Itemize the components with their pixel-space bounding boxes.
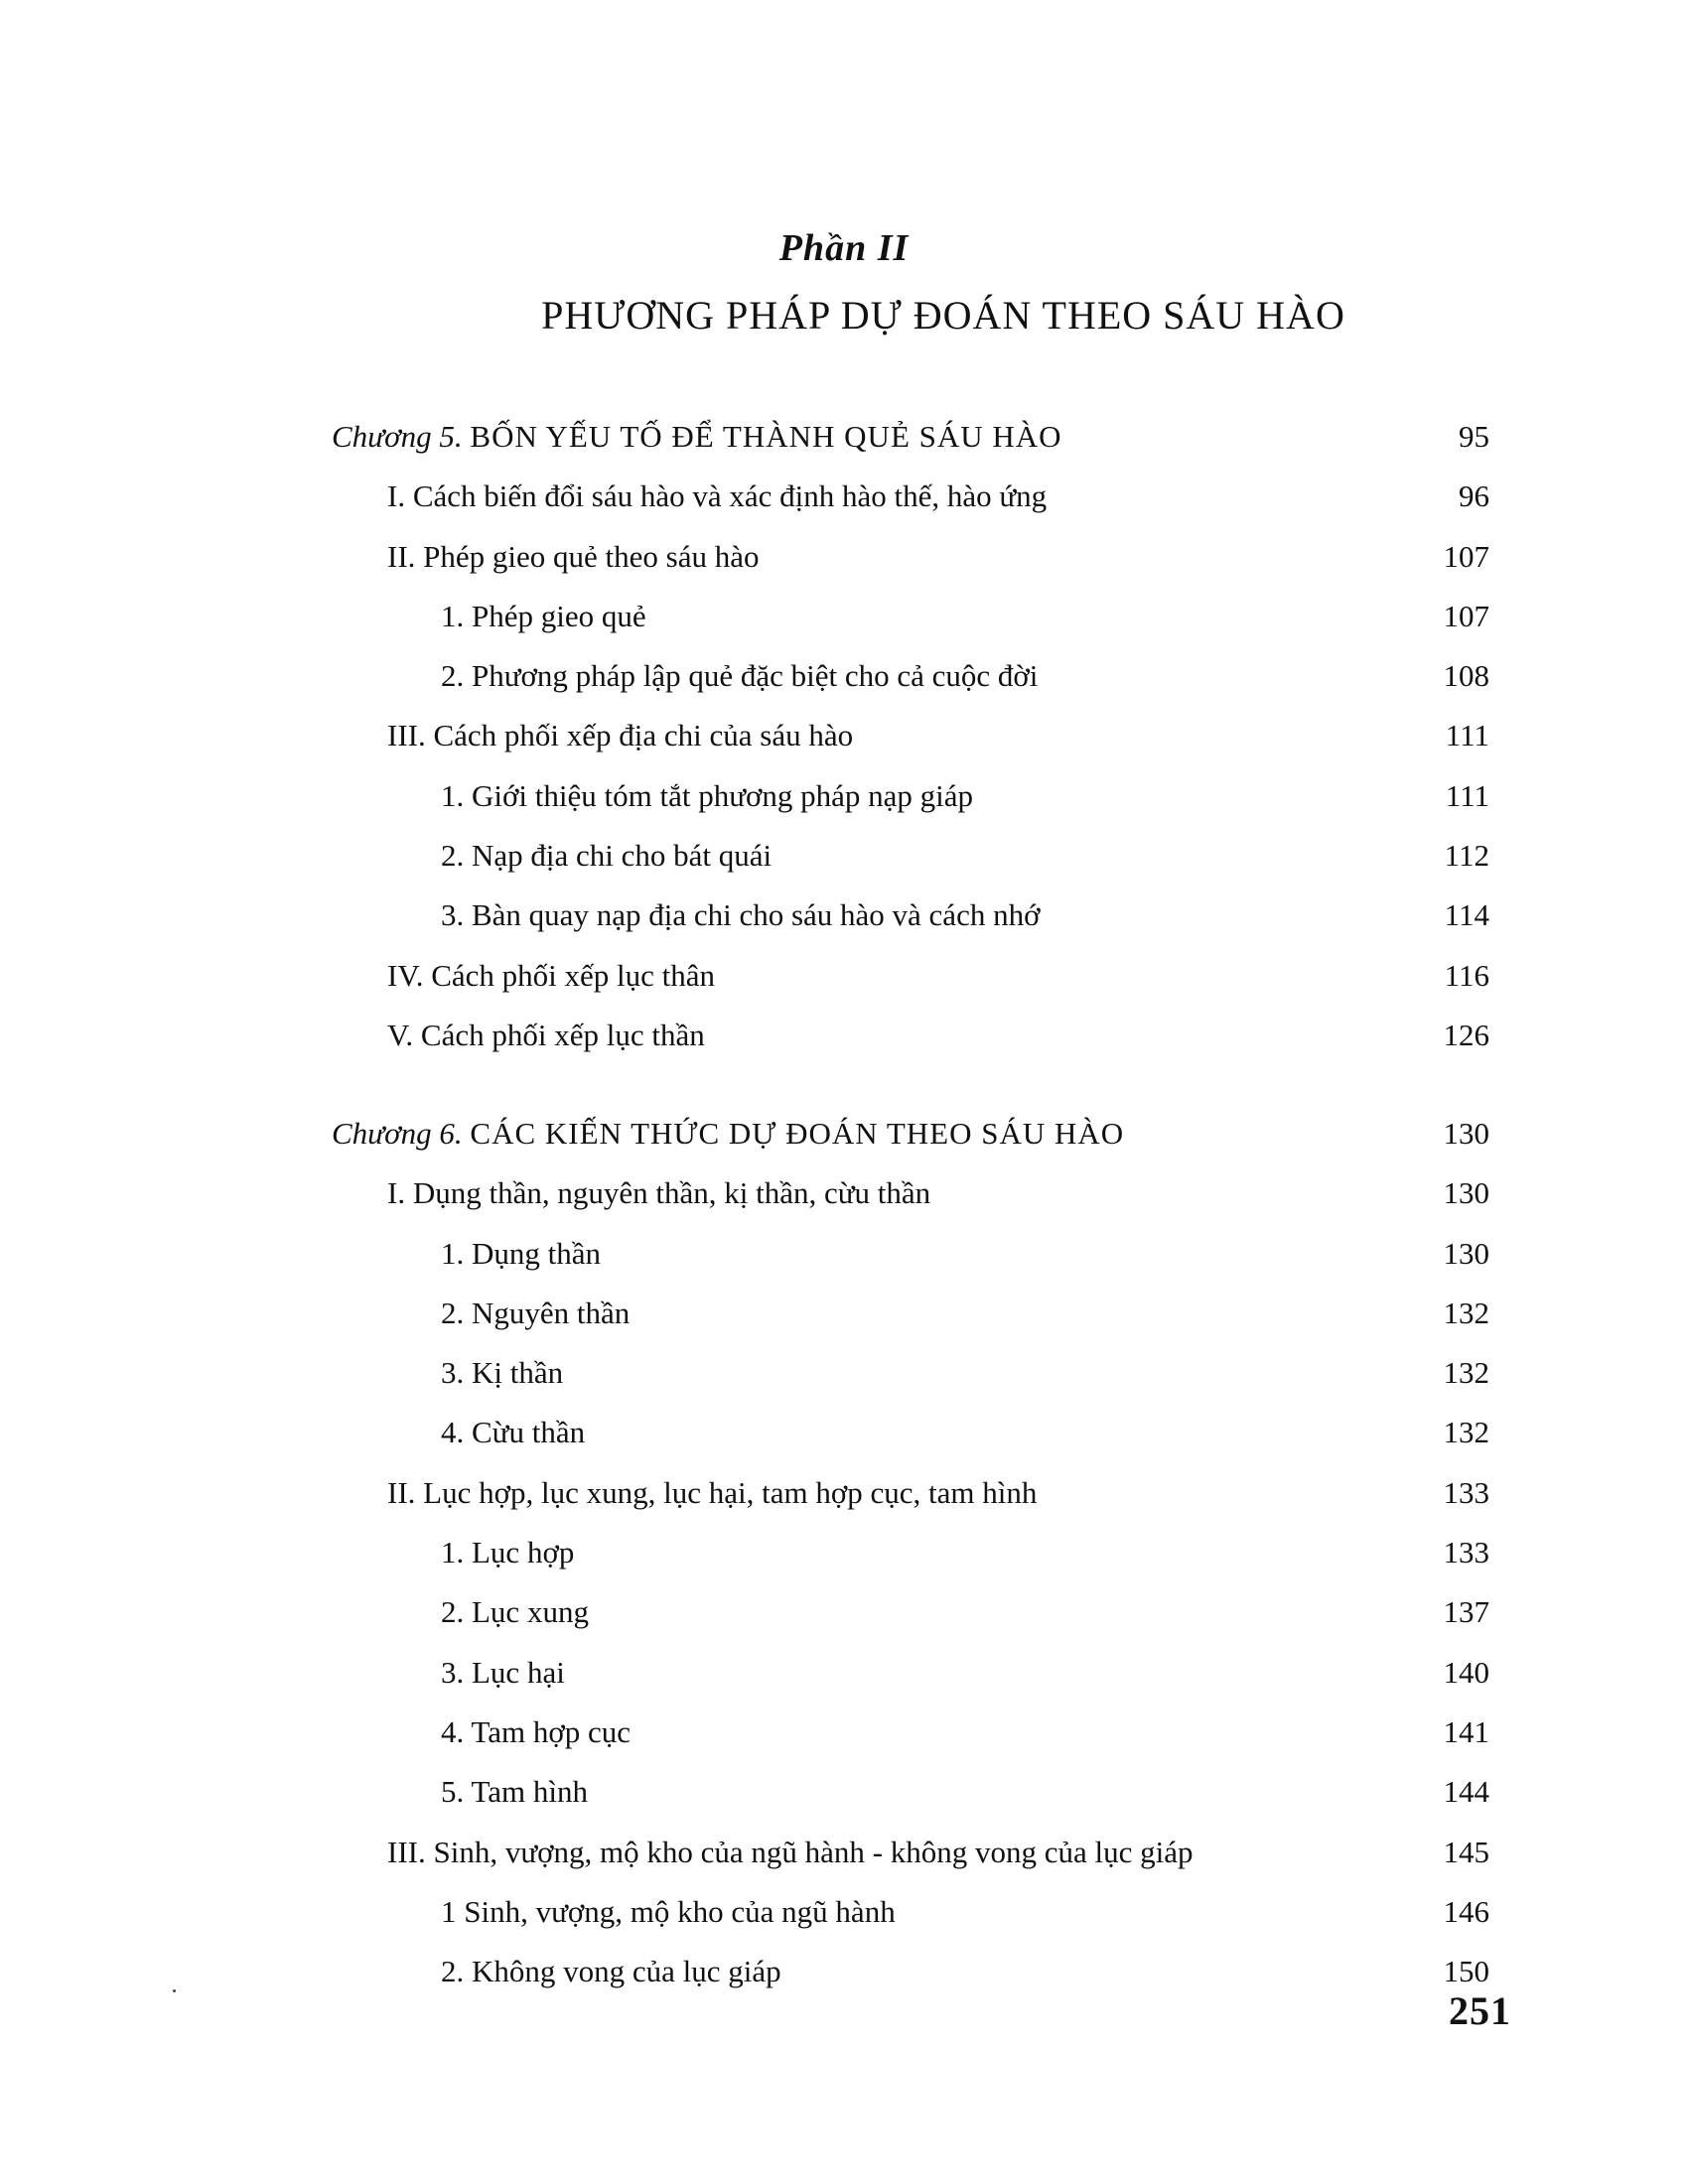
- toc-entry-page-number: 144: [1443, 1774, 1489, 1809]
- chapter-title: CÁC KIẾN THỨC DỰ ĐOÁN THEO SÁU HÀO: [470, 1116, 1125, 1151]
- toc-entry-page-number: 96: [1459, 478, 1489, 513]
- toc-section-entry[interactable]: [0, 532, 1688, 582]
- page-number: 251: [1449, 1988, 1511, 2033]
- toc-entry-label: 3. Lục hại: [441, 1655, 565, 1690]
- toc-entry-page-number: 132: [1443, 1355, 1489, 1390]
- toc-entry-page-number: 126: [1443, 1018, 1489, 1052]
- chapter-heading[interactable]: [0, 1109, 1688, 1159]
- toc-entry-page-number: 130: [1443, 1236, 1489, 1271]
- toc-entry-label: III. Sinh, vượng, mộ kho của ngũ hành - không vong của lục giáp: [387, 1835, 1194, 1869]
- toc-subsection-entry[interactable]: [0, 1767, 1688, 1817]
- part-title: PHƯƠNG PHÁP DỰ ĐOÁN THEO SÁU HÀO: [541, 293, 1345, 338]
- toc-entry-page-number: 107: [1443, 539, 1489, 574]
- toc-entry-page-number: 112: [1444, 838, 1489, 873]
- toc-section-entry[interactable]: [0, 1828, 1688, 1877]
- toc-entry-label: 2. Nguyên thần: [441, 1296, 631, 1330]
- toc-section-entry[interactable]: [0, 1168, 1688, 1218]
- toc-entry-page-number: 146: [1443, 1894, 1489, 1929]
- toc-subsection-entry[interactable]: [0, 831, 1688, 881]
- toc-subsection-entry[interactable]: [0, 592, 1688, 641]
- toc-entry-page-number: 111: [1445, 778, 1489, 813]
- toc-subsection-entry[interactable]: [0, 1587, 1688, 1637]
- toc-entry-label: III. Cách phối xếp địa chi của sáu hào: [387, 718, 854, 752]
- toc-entry-page-number: 145: [1443, 1835, 1489, 1869]
- toc-entry-label: 2. Nạp địa chi cho bát quái: [441, 838, 773, 873]
- toc-entry-page-number: 150: [1443, 1954, 1489, 1988]
- toc-entry-page-number: 107: [1443, 599, 1489, 633]
- toc-subsection-entry[interactable]: [0, 651, 1688, 701]
- toc-entry-label: 1. Giới thiệu tóm tắt phương pháp nạp giáp: [441, 778, 974, 813]
- toc-entry-label: 2. Phương pháp lập quẻ đặc biệt cho cả cuộc đời: [441, 658, 1039, 693]
- toc-section-entry[interactable]: [0, 951, 1688, 1001]
- toc-entry-page-number: 133: [1443, 1535, 1489, 1570]
- scan-speck: [173, 1989, 176, 1992]
- chapter-prefix: Chương 5.: [332, 419, 463, 454]
- toc-entry-page-number: 137: [1443, 1594, 1489, 1629]
- toc-entry-label: II. Lục hợp, lục xung, lục hại, tam hợp cục, tam hình: [387, 1475, 1038, 1510]
- toc-entry-label: 2. Không vong của lục giáp: [441, 1954, 781, 1988]
- toc-entry-page-number: 141: [1443, 1714, 1489, 1749]
- chapter-prefix: Chương 6.: [332, 1116, 463, 1151]
- toc-section-entry[interactable]: [0, 1011, 1688, 1060]
- toc-entry-page-number: 140: [1443, 1655, 1489, 1690]
- toc-entry-page-number: 130: [1443, 1175, 1489, 1210]
- toc-entry-page-number: 116: [1444, 958, 1489, 993]
- toc-entry-label: 1 Sinh, vượng, mộ kho của ngũ hành: [441, 1894, 896, 1929]
- toc-subsection-entry[interactable]: [0, 1707, 1688, 1757]
- toc-entry-label: 1. Phép gieo quẻ: [441, 599, 646, 633]
- toc-subsection-entry[interactable]: [0, 1528, 1688, 1577]
- chapter-title: BỐN YẾU TỐ ĐỂ THÀNH QUẺ SÁU HÀO: [470, 419, 1062, 454]
- toc-entry-page-number: 132: [1443, 1296, 1489, 1330]
- toc-entry-label: 5. Tam hình: [441, 1774, 588, 1809]
- toc-entry-label: IV. Cách phối xếp lục thân: [387, 958, 716, 993]
- toc-entry-label: 1. Dụng thần: [441, 1236, 602, 1271]
- toc-subsection-entry[interactable]: [0, 1408, 1688, 1457]
- toc-entry-label: 3. Bàn quay nạp địa chi cho sáu hào và cách nhớ: [441, 897, 1041, 932]
- chapter-label: [332, 1109, 1124, 1159]
- toc-entry-page-number: 114: [1444, 897, 1489, 932]
- toc-subsection-entry[interactable]: [0, 1289, 1688, 1338]
- toc-entry-label: 1. Lục hợp: [441, 1535, 575, 1570]
- toc-subsection-entry[interactable]: [0, 771, 1688, 821]
- toc-entry-label: 4. Cừu thần: [441, 1415, 586, 1449]
- part-label: Phần II: [778, 227, 910, 269]
- toc-entry-page-number: 133: [1443, 1475, 1489, 1510]
- toc-section-entry[interactable]: [0, 1468, 1688, 1518]
- toc-subsection-entry[interactable]: [0, 1348, 1688, 1398]
- toc-entry-page-number: 132: [1443, 1415, 1489, 1449]
- chapter-page-number: 95: [1459, 419, 1489, 454]
- toc-entry-label: 4. Tam hợp cục: [441, 1714, 631, 1749]
- chapter-heading[interactable]: [0, 412, 1688, 462]
- chapter-page-number: 130: [1443, 1116, 1489, 1151]
- toc-subsection-entry[interactable]: [0, 1947, 1688, 1996]
- chapter-label: [332, 412, 1062, 462]
- toc-entry-label: 3. Kị thần: [441, 1355, 564, 1390]
- toc-section-entry[interactable]: [0, 472, 1688, 521]
- toc-entry-label: I. Dụng thần, nguyên thần, kị thần, cừu thần: [387, 1175, 931, 1210]
- toc-entry-label: II. Phép gieo quẻ theo sáu hào: [387, 539, 760, 574]
- toc-entry-page-number: 111: [1445, 718, 1489, 752]
- toc-subsection-entry[interactable]: [0, 1229, 1688, 1279]
- toc-entry-label: V. Cách phối xếp lục thần: [387, 1018, 705, 1052]
- toc-entry-page-number: 108: [1443, 658, 1489, 693]
- toc-subsection-entry[interactable]: [0, 1648, 1688, 1698]
- toc-section-entry[interactable]: [0, 711, 1688, 760]
- toc-entry-label: I. Cách biến đổi sáu hào và xác định hào thế, hào ứng: [387, 478, 1048, 513]
- toc-subsection-entry[interactable]: [0, 890, 1688, 940]
- toc-subsection-entry[interactable]: [0, 1887, 1688, 1937]
- toc-entry-label: 2. Lục xung: [441, 1594, 589, 1629]
